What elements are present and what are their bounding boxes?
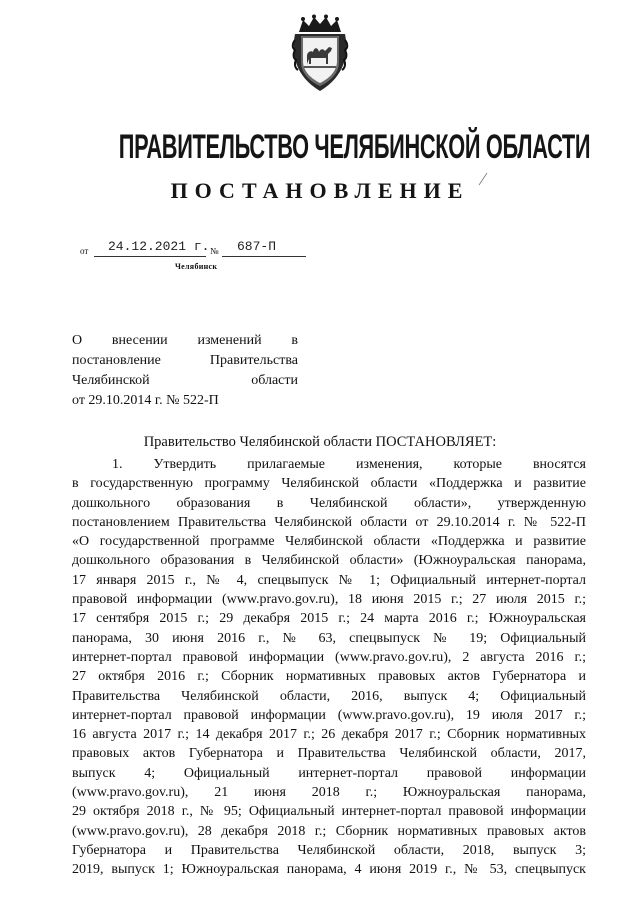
body-line: (www.pravo.gov.ru), 21 июня 2018 г.; Южноуральская панорама, (72, 785, 586, 801)
body-line: (www.pravo.gov.ru), 28 декабря 2018 г.; Сборник нормативных правовых актов (72, 823, 586, 839)
body-line: 2019, выпуск 1; Южноуральская панорама, 4 июня 2019 г., № 53, спецвыпуск (72, 862, 586, 878)
body-line: Правительства Челябинской области, 2016, выпуск 4; Официальный (72, 688, 586, 704)
city-name: Челябинск (175, 262, 218, 271)
body-line: интернет-портал правовой информации (www.pravo.gov.ru), 2 августа 2016 г.; (72, 649, 586, 665)
date-underline (94, 256, 206, 257)
body-line: интернет-портал правовой информации (www.pravo.gov.ru), 19 июля 2017 г.; (72, 707, 586, 723)
document-date: 24.12.2021 г. (108, 239, 210, 254)
subject-line: постановление Правительства (72, 353, 298, 368)
body-line: 29 октября 2018 г., № 95; Официальный интернет-портал правовой информации (72, 804, 586, 820)
body-line: 1. Утвердить прилагаемые изменения, которые вносятся (112, 457, 586, 472)
stray-pen-mark-icon (478, 172, 488, 186)
number-prefix: № (210, 246, 219, 256)
body-line: «О государственной программе Челябинской области «Поддержка и развитие (72, 534, 586, 550)
body-line: правовых актов Губернатора и Правительства Челябинской области, 2017, (72, 746, 586, 762)
body-line: Губернатора и Правительства Челябинской области, 2018, выпуск 3; (72, 842, 586, 858)
body-line: 17 января 2015 г., № 4, спецвыпуск № 1; Официальный интернет-портал (72, 572, 586, 588)
body-line: дошкольного образования в Челябинской области», утвержденную (72, 495, 586, 511)
body-line: 27 октября 2016 г.; Сборник нормативных правовых актов Губернатора и (72, 669, 586, 685)
body-paragraph (72, 455, 586, 880)
subject-line: от 29.10.2014 г. № 522-П (72, 393, 219, 408)
date-prefix: от (80, 246, 89, 256)
body-line: 17 сентября 2015 г.; 29 декабря 2015 г.; 24 марта 2016 г.; Южноуральская (72, 611, 586, 627)
body-line: 16 августа 2017 г.; 14 декабря 2017 г.; 26 декабря 2017 г.; Сборник нормативных (72, 727, 586, 743)
body-line: панорама, 30 июня 2016 г., № 63, спецвыпуск № 19; Официальный (72, 630, 586, 646)
document-number: 687-П (237, 239, 277, 254)
body-line: выпуск 4; Официальный интернет-портал правовой информации (72, 765, 586, 781)
body-line: постановлением Правительства Челябинской области от 29.10.2014 г. № 522-П (72, 514, 586, 530)
body-line: в государственную программу Челябинской области «Поддержка и развитие (72, 476, 586, 492)
body-line: дошкольного образования в Челябинской области» (Южноуральская панорама, (72, 553, 586, 569)
issuing-authority: ПРАВИТЕЛЬСТВО ЧЕЛЯБИНСКОЙ ОБЛАСТИ (118, 128, 591, 166)
body-line: правовой информации (www.pravo.gov.ru), 18 июня 2015 г.; 27 июля 2015 г.; (72, 592, 586, 608)
preamble: Правительство Челябинской области ПОСТАНОВЛЯЕТ: (143, 434, 497, 450)
number-underline (222, 256, 306, 257)
document-subject (72, 331, 298, 411)
coat-of-arms-icon (289, 14, 351, 92)
document-type-title: ПОСТАНОВЛЕНИЕ (170, 178, 470, 203)
subject-line: О внесении изменений в (72, 333, 298, 348)
subject-line: Челябинской области (72, 373, 298, 388)
